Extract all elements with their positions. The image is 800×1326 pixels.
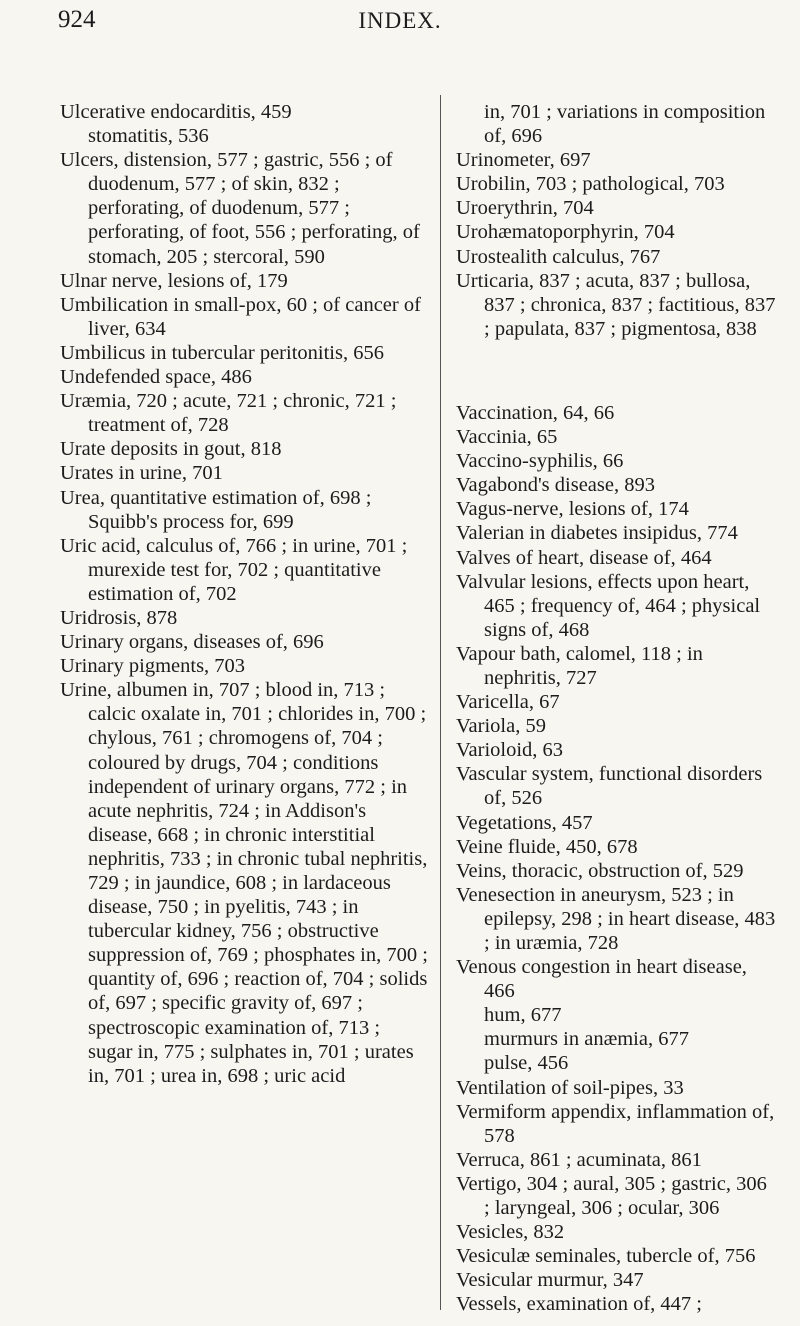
index-entry: Venesection in aneurysm, 523 ; in epilepsy, 298 ; in heart disease, 483 ; in uræmia, 728	[456, 883, 776, 954]
index-entry: stomatitis, 536	[88, 125, 209, 148]
index-entry: Umbilication in small-pox, 60 ; of cancer of liver, 634	[60, 293, 421, 340]
index-entry: Urobilin, 703 ; pathological, 703	[456, 173, 725, 196]
index-entry: Vesiculæ seminales, tubercle of, 756	[456, 1245, 756, 1268]
index-entry: Ulnar nerve, lesions of, 179	[60, 269, 288, 292]
index-entry: Urticaria, 837 ; acuta, 837 ; bullosa, 837 ; chronica, 837 ; factitious, 837 ; papulata, 837 ; pigmentosa, 838	[456, 269, 776, 340]
section-gap	[456, 341, 776, 401]
column-divider	[440, 95, 441, 1310]
index-entry: murmurs in anæmia, 677	[484, 1028, 689, 1051]
index-entry: in, 701 ; variations in composition of, 696	[484, 101, 766, 148]
page-header	[0, 6, 800, 46]
index-entry: Uric acid, calculus of, 766 ; in urine, 701 ; murexide test for, 702 ; quantitative estimation of, 702	[60, 534, 408, 605]
index-entry: Varicella, 67	[456, 691, 560, 714]
index-entry: Undefended space, 486	[60, 366, 252, 389]
index-entry: Umbilicus in tubercular peritonitis, 656	[60, 341, 384, 364]
index-column-left	[60, 100, 428, 1088]
index-entry: Ulcerative endocarditis, 459	[60, 101, 292, 123]
index-entry: Urinary pigments, 703	[60, 655, 246, 678]
index-entry: Urate deposits in gout, 818	[60, 438, 282, 461]
index-entry: Urine, albumen in, 707 ; blood in, 713 ; calcic oxalate in, 701 ; chlorides in, 700 ; chylous, 761 ; chromogens of, 704 ; coloured by drugs, 704 ; conditions independent of urinary organs, 772 ; in acute nephritis, 724 ; in Addison's disease, 668 ; in chronic interstitial nephritis, 733 ; in chronic tubal nephritis, 729 ; in jaundice, 608 ; in lardaceous disease, 750 ; in pyelitis, 743 ; in tubercular kidney, 756 ; obstructive suppression of, 769 ; phosphates in, 700 ; quantity of, 696 ; reaction of, 704 ; solids of, 697 ; specific gravity of, 697 ; spectroscopic examination of, 713 ; sugar in, 775 ; sulphates in, 701 ; urates in, 701 ; urea in, 698 ; uric acid	[60, 679, 428, 1087]
index-entry: Valvular lesions, effects upon heart, 465 ; frequency of, 464 ; physical signs of, 468	[456, 570, 761, 641]
index-entry: Ulcers, distension, 577 ; gastric, 556 ; of duodenum, 577 ; of skin, 832 ; perforating, of duodenum, 577 ; perforating, of foot, 556 ; perforating, of stomach, 205 ; stercoral, 590	[60, 149, 420, 268]
index-entry: Vessels, examination of, 447 ;	[456, 1293, 702, 1316]
page-number: 924	[58, 6, 96, 33]
index-entry: Venous congestion in heart disease, 466	[456, 956, 747, 1003]
index-entry: Vapour bath, calomel, 118 ; in nephritis, 727	[456, 642, 703, 689]
index-entry: Uroerythrin, 704	[456, 197, 594, 220]
index-entry: Varioloid, 63	[456, 739, 564, 762]
index-entry: Urea, quantitative estimation of, 698 ; Squibb's process for, 699	[60, 486, 372, 533]
index-entry: Veins, thoracic, obstruction of, 529	[456, 859, 744, 882]
index-entry: Uridrosis, 878	[60, 606, 178, 629]
index-entry: Urinometer, 697	[456, 149, 591, 172]
index-entry: Ventilation of soil-pipes, 33	[456, 1076, 684, 1099]
index-entry: Vegetations, 457	[456, 811, 593, 834]
index-entry: Urates in urine, 701	[60, 462, 223, 485]
index-entry: Vermiform appendix, inflammation of, 578	[456, 1100, 775, 1147]
index-entry: Vesicles, 832	[456, 1221, 565, 1244]
index-entry: Valerian in diabetes insipidus, 774	[456, 522, 738, 545]
index-entry: Urohæmatoporphyrin, 704	[456, 221, 675, 244]
index-entry: Uræmia, 720 ; acute, 721 ; chronic, 721 ; treatment of, 728	[60, 390, 397, 437]
index-entry: Vesicular murmur, 347	[456, 1269, 644, 1292]
running-title: INDEX.	[358, 8, 442, 33]
index-entry: Variola, 59	[456, 715, 546, 738]
index-entry: Vascular system, functional disorders of, 526	[456, 763, 763, 810]
index-entry: Veine fluide, 450, 678	[456, 835, 638, 858]
index-entry: Valves of heart, disease of, 464	[456, 546, 712, 569]
index-entry: Vaccination, 64, 66	[456, 401, 615, 424]
index-entry: Vaccino-syphilis, 66	[456, 450, 624, 473]
index-entry: Urinary organs, diseases of, 696	[60, 631, 324, 654]
index-entry: pulse, 456	[484, 1052, 569, 1075]
index-entry: Vagabond's disease, 893	[456, 474, 655, 497]
index-entry: hum, 677	[484, 1004, 562, 1027]
index-entry: Urostealith calculus, 767	[456, 245, 661, 268]
index-column-right	[456, 100, 776, 1317]
index-entry: Vagus-nerve, lesions of, 174	[456, 498, 689, 521]
index-entry: Verruca, 861 ; acuminata, 861	[456, 1148, 702, 1171]
index-entry: Vaccinia, 65	[456, 426, 558, 449]
index-entry: Vertigo, 304 ; aural, 305 ; gastric, 306 ; laryngeal, 306 ; ocular, 306	[456, 1172, 767, 1220]
